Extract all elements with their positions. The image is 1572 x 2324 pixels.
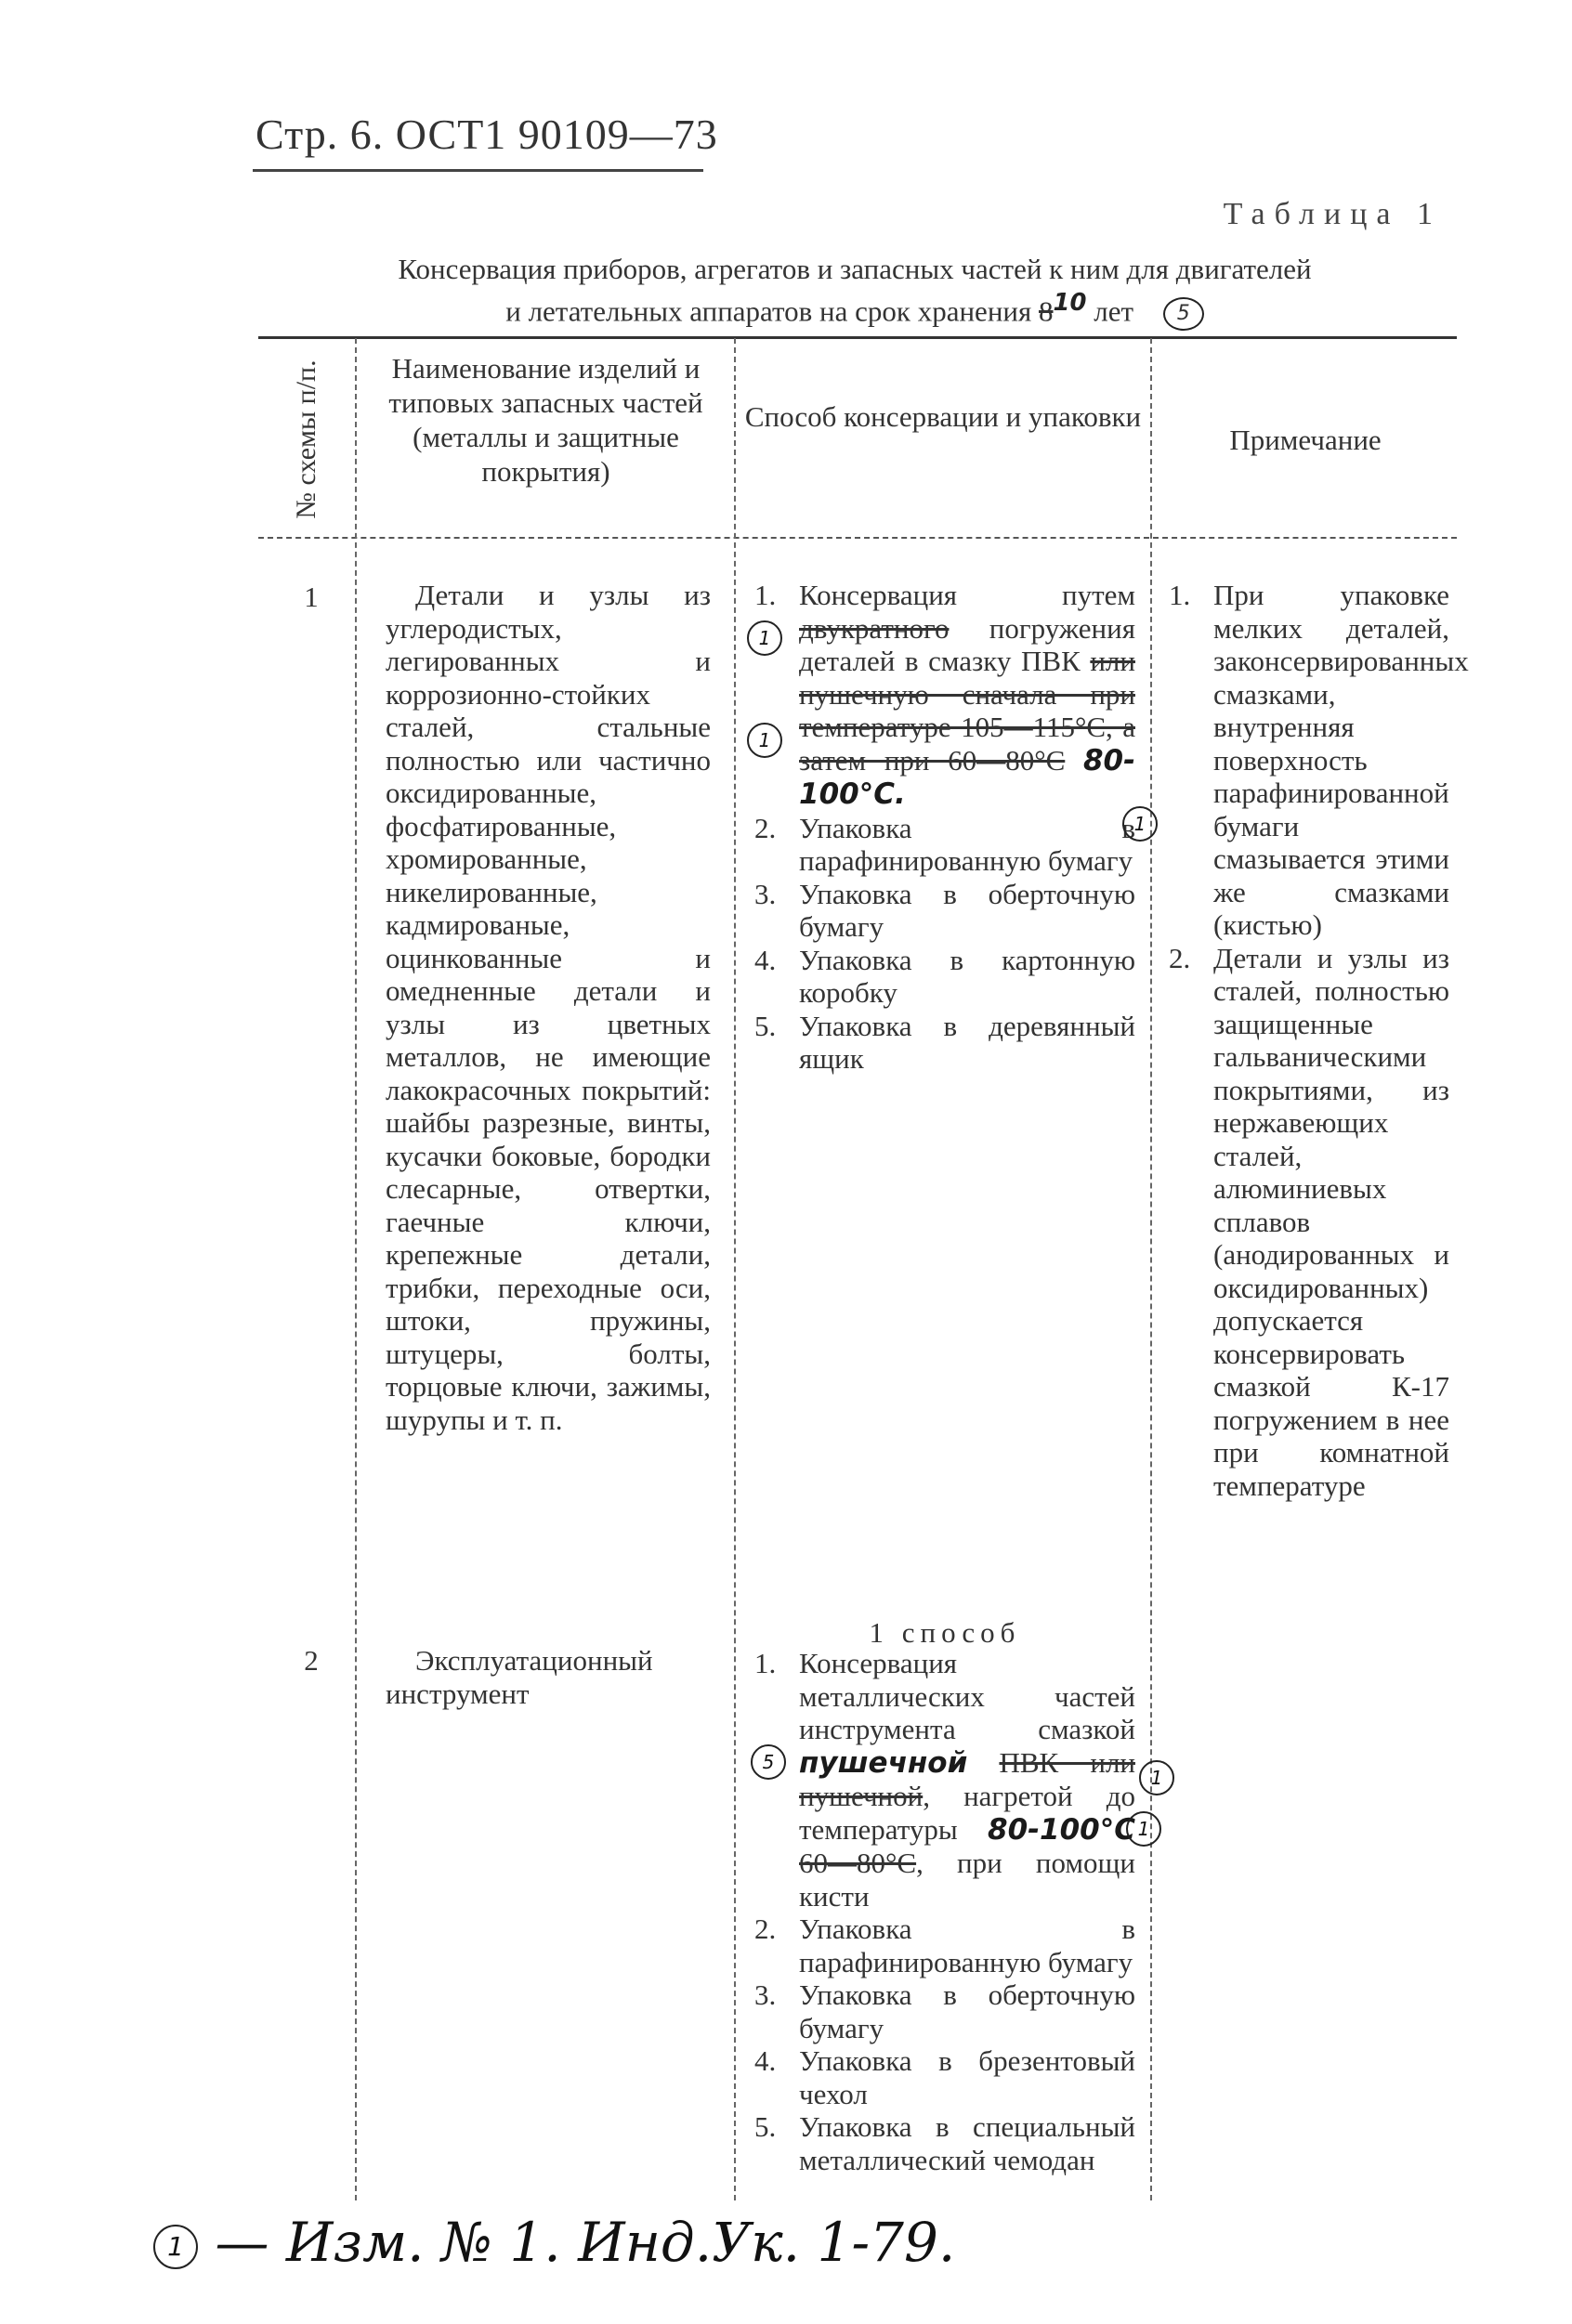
- row1-method-3-number: 3.: [754, 877, 777, 910]
- row1-note-1-text: При упаковке мелких деталей, законсервированных смазками, внутренняя поверхность парафинированной бумаги смазывается этими же смазками (кистью): [1213, 579, 1469, 941]
- row1-note-1: [1169, 579, 1469, 942]
- row1-note-list: [1169, 579, 1469, 1502]
- header-item-name: Наименование изделий и типовых запасных частей (металлы и защитные покрытия): [388, 352, 703, 488]
- row1-method-list: [754, 579, 1135, 1076]
- row1-method-4-text: Упаковка в картонную коробку: [799, 943, 1135, 1009]
- row2-method-1-handwritten-2: 80-100°С: [988, 1812, 1135, 1847]
- table-top-rule: [258, 336, 1457, 339]
- row2-method-title: 1 способ: [869, 1616, 1021, 1649]
- row1-item-name: Детали и узлы из углеродистых, легированных и коррозионно-стойких сталей, стальные полностью или частично оксидированные, фосфатированные, хромированные, никелированные, кадмированые, оцинкованные и омедненные детали и узлы из цветных металлов, не имеющие лакокрасочных покрытий: шайбы разрезные, винты, кусачки боковые, бородки слесарные, отвертки, гаечные ключи, крепежные детали, трибки, переходные оси, штоки, пружины, штуцеры, болты, торцовые ключи, зажимы, шурупы и т. п.: [386, 579, 711, 1436]
- row1-method-2-number: 2.: [754, 811, 777, 844]
- page-header: Стр. 6. ОСТ1 90109—73: [255, 111, 718, 158]
- change-marker-2a: 1: [1139, 1760, 1174, 1795]
- row1-method-4: [754, 944, 1135, 1010]
- row2-method-3-number: 3.: [754, 1978, 777, 2011]
- header-rule: [253, 169, 703, 172]
- change-marker-2b: 1: [1126, 1811, 1161, 1847]
- row1-method-1-handwritten: 80-100°С.: [799, 743, 1135, 811]
- row1-method-1-struck-1: двукратного: [799, 611, 950, 645]
- header-note: Примечание: [1229, 424, 1382, 456]
- row1-method-2-text: Упаковка в парафинированную бумагу: [799, 811, 1135, 877]
- column-divider-3: [1150, 338, 1152, 2200]
- row1-note-2-text: Детали и узлы из сталей, полностью защищенные гальваническими покрытиями, из нержавеющих сталей, алюминиевых сплавов (анодированных и оксидированных) допускается консервировать смазкой К-17 погружением в нее при комнатной температуре: [1213, 941, 1449, 1502]
- change-marker-5: 5: [751, 1744, 786, 1780]
- row1-number: 1: [304, 581, 319, 613]
- row2-method-1: [754, 1647, 1135, 1913]
- row2-method-2-number: 2.: [754, 1913, 777, 1945]
- row2-number: 2: [304, 1644, 319, 1677]
- footer-change-text: — Изм. № 1. Инд.Ук. 1-79.: [215, 2211, 956, 2274]
- row1-note-1-number: 1.: [1169, 579, 1191, 611]
- row2-method-4-text: Упаковка в брезентовый чехол: [799, 2044, 1135, 2110]
- row2-method-1-text-b: , нагретой до температуры: [799, 1780, 1135, 1846]
- row2-method-3: [754, 1978, 1135, 2044]
- row1-method-5-text: Упаковка в деревянный ящик: [799, 1009, 1135, 1075]
- row2-method-3-text: Упаковка в оберточную бумагу: [799, 1978, 1135, 2044]
- row1-note-2: [1169, 942, 1449, 1503]
- footer-change-note: [153, 2211, 955, 2274]
- caption-new-years: 10: [1053, 289, 1087, 317]
- row1-method-1-number: 1.: [754, 579, 777, 611]
- table-label: Таблица 1: [1223, 197, 1442, 231]
- change-marker-1a: 1: [747, 620, 782, 656]
- row2-method-5-text: Упаковка в специальный металлический чемодан: [799, 2110, 1135, 2176]
- row2-method-1-struck-1: ПВК или пушечной: [799, 1745, 1135, 1812]
- header-method: Способ консервации и упаковки: [744, 400, 1142, 433]
- caption-line-2: [260, 286, 1449, 331]
- column-divider-1: [355, 338, 357, 2200]
- caption-line-2-text: и летательных аппаратов на срок хранения: [505, 294, 1032, 328]
- row1-method-1-struck-2: или пушечную сначала при температуре 105—115°С, а затем при 60—80°С: [799, 645, 1135, 777]
- row1-method-5-number: 5.: [754, 1009, 777, 1042]
- row2-method-1-struck-2: 60—80°С: [799, 1847, 917, 1879]
- row1-method-5: [754, 1010, 1135, 1076]
- row2-method-list: [754, 1647, 1135, 2176]
- column-divider-2: [734, 338, 736, 2200]
- row1-method-4-number: 4.: [754, 943, 777, 976]
- change-marker-1b: 1: [747, 723, 782, 758]
- row1-method-3: [754, 878, 1135, 944]
- row1-note-2-number: 2.: [1169, 941, 1191, 974]
- row1-method-1-text-b: погружения деталей в смазку ПВК: [799, 611, 1135, 677]
- row2-method-1-number: 1.: [754, 1647, 777, 1679]
- row2-method-1-handwritten-1: пушечной: [799, 1745, 968, 1780]
- header-scheme-number-text: № схемы п/п.: [291, 359, 321, 519]
- header-scheme-number: [258, 344, 355, 534]
- row2-method-2-text: Упаковка в парафинированную бумагу: [799, 1913, 1135, 1978]
- row2-method-4-number: 4.: [754, 2044, 777, 2077]
- caption-change-marker: 5: [1163, 297, 1204, 331]
- row1-method-3-text: Упаковка в оберточную бумагу: [799, 877, 1135, 943]
- row2-method-4: [754, 2044, 1135, 2110]
- footer-change-marker: 1: [153, 2225, 198, 2269]
- caption-line-1: Консервация приборов, агрегатов и запасных частей к ним для двигателей: [398, 253, 1312, 285]
- change-marker-1c: 1: [1122, 806, 1158, 842]
- table-caption: [260, 253, 1449, 331]
- row2-method-5-number: 5.: [754, 2110, 777, 2143]
- row2-method-2: [754, 1913, 1135, 1978]
- caption-years-word: лет: [1094, 294, 1133, 328]
- row2-method-1-text-c: , при помощи кисти: [799, 1847, 1135, 1913]
- table-header-rule: [258, 537, 1457, 539]
- row2-item-name: Эксплуатационный инструмент: [386, 1644, 653, 1710]
- row2-method-5: [754, 2110, 1135, 2176]
- caption-old-years: 8: [1039, 294, 1054, 328]
- row1-method-1-text-a: Консервация путем: [799, 579, 1135, 611]
- row1-method-1: [754, 579, 1135, 812]
- row1-method-2: [754, 812, 1135, 878]
- row2-method-1-text-a: Консервация металлических частей инструмента смазкой: [799, 1647, 1135, 1745]
